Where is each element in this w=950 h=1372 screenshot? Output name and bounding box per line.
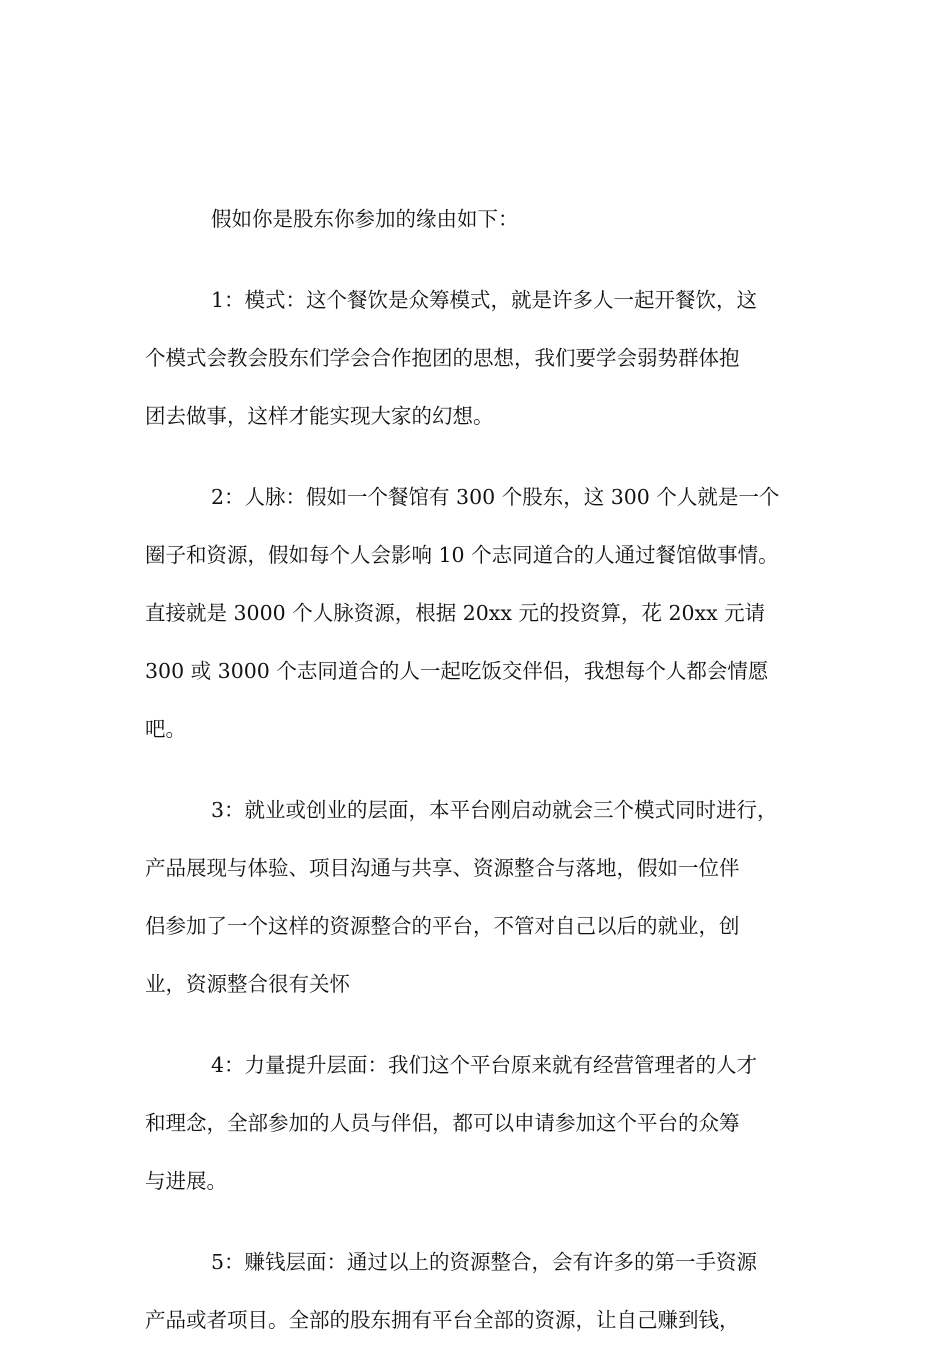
text-line: 圈子和资源，假如每个人会影响 10 个志同道合的人通过餐馆做事情。: [145, 543, 779, 567]
text-line: 3：就业或创业的层面，本平台刚启动就会三个模式同时进行，: [211, 798, 778, 822]
text-line: 业，资源整合很有关怀: [145, 972, 350, 996]
text-line: 产品或者项目。全部的股东拥有平台全部的资源，让自己赚到钱，: [145, 1308, 740, 1332]
text-line: 与进展。: [145, 1169, 227, 1193]
text-line: 产品展现与体验、项目沟通与共享、资源整合与落地，假如一位伴: [145, 856, 740, 880]
text-line: 侣参加了一个这样的资源整合的平台，不管对自己以后的就业，创: [145, 914, 740, 938]
text-line: 直接就是 3000 个人脉资源，根据 20xx 元的投资算，花 20xx 元请: [145, 601, 766, 625]
text-line: 5：赚钱层面：通过以上的资源整合，会有许多的第一手资源: [211, 1250, 758, 1274]
paragraph-intro: [145, 190, 805, 248]
document-body: [145, 190, 805, 1372]
paragraph-earning: [145, 1233, 805, 1349]
text-line: 和理念，全部参加的人员与伴侣，都可以申请参加这个平台的众筹: [145, 1111, 740, 1135]
text-line: 吧。: [145, 717, 186, 741]
text-line: 个模式会教会股东们学会合作抱团的思想，我们要学会弱势群体抱: [145, 346, 740, 370]
text-line: 团去做事，这样才能实现大家的幻想。: [145, 404, 494, 428]
text-line: 300 或 3000 个志同道合的人一起吃饭交伴侣，我想每个人都会情愿: [145, 659, 769, 683]
text-line: 4：力量提升层面：我们这个平台原来就有经营管理者的人才: [211, 1053, 758, 1077]
text-line: 1：模式：这个餐饮是众筹模式，就是许多人一起开餐饮，这: [211, 288, 758, 312]
paragraph-ability: [145, 1036, 805, 1210]
text-line: 2：人脉：假如一个餐馆有 300 个股东，这 300 个人就是一个: [211, 485, 780, 509]
paragraph-model: [145, 271, 805, 445]
paragraph-employment: [145, 781, 805, 1013]
paragraph-network: [145, 468, 805, 758]
text-line: 假如你是股东你参加的缘由如下：: [211, 207, 519, 231]
